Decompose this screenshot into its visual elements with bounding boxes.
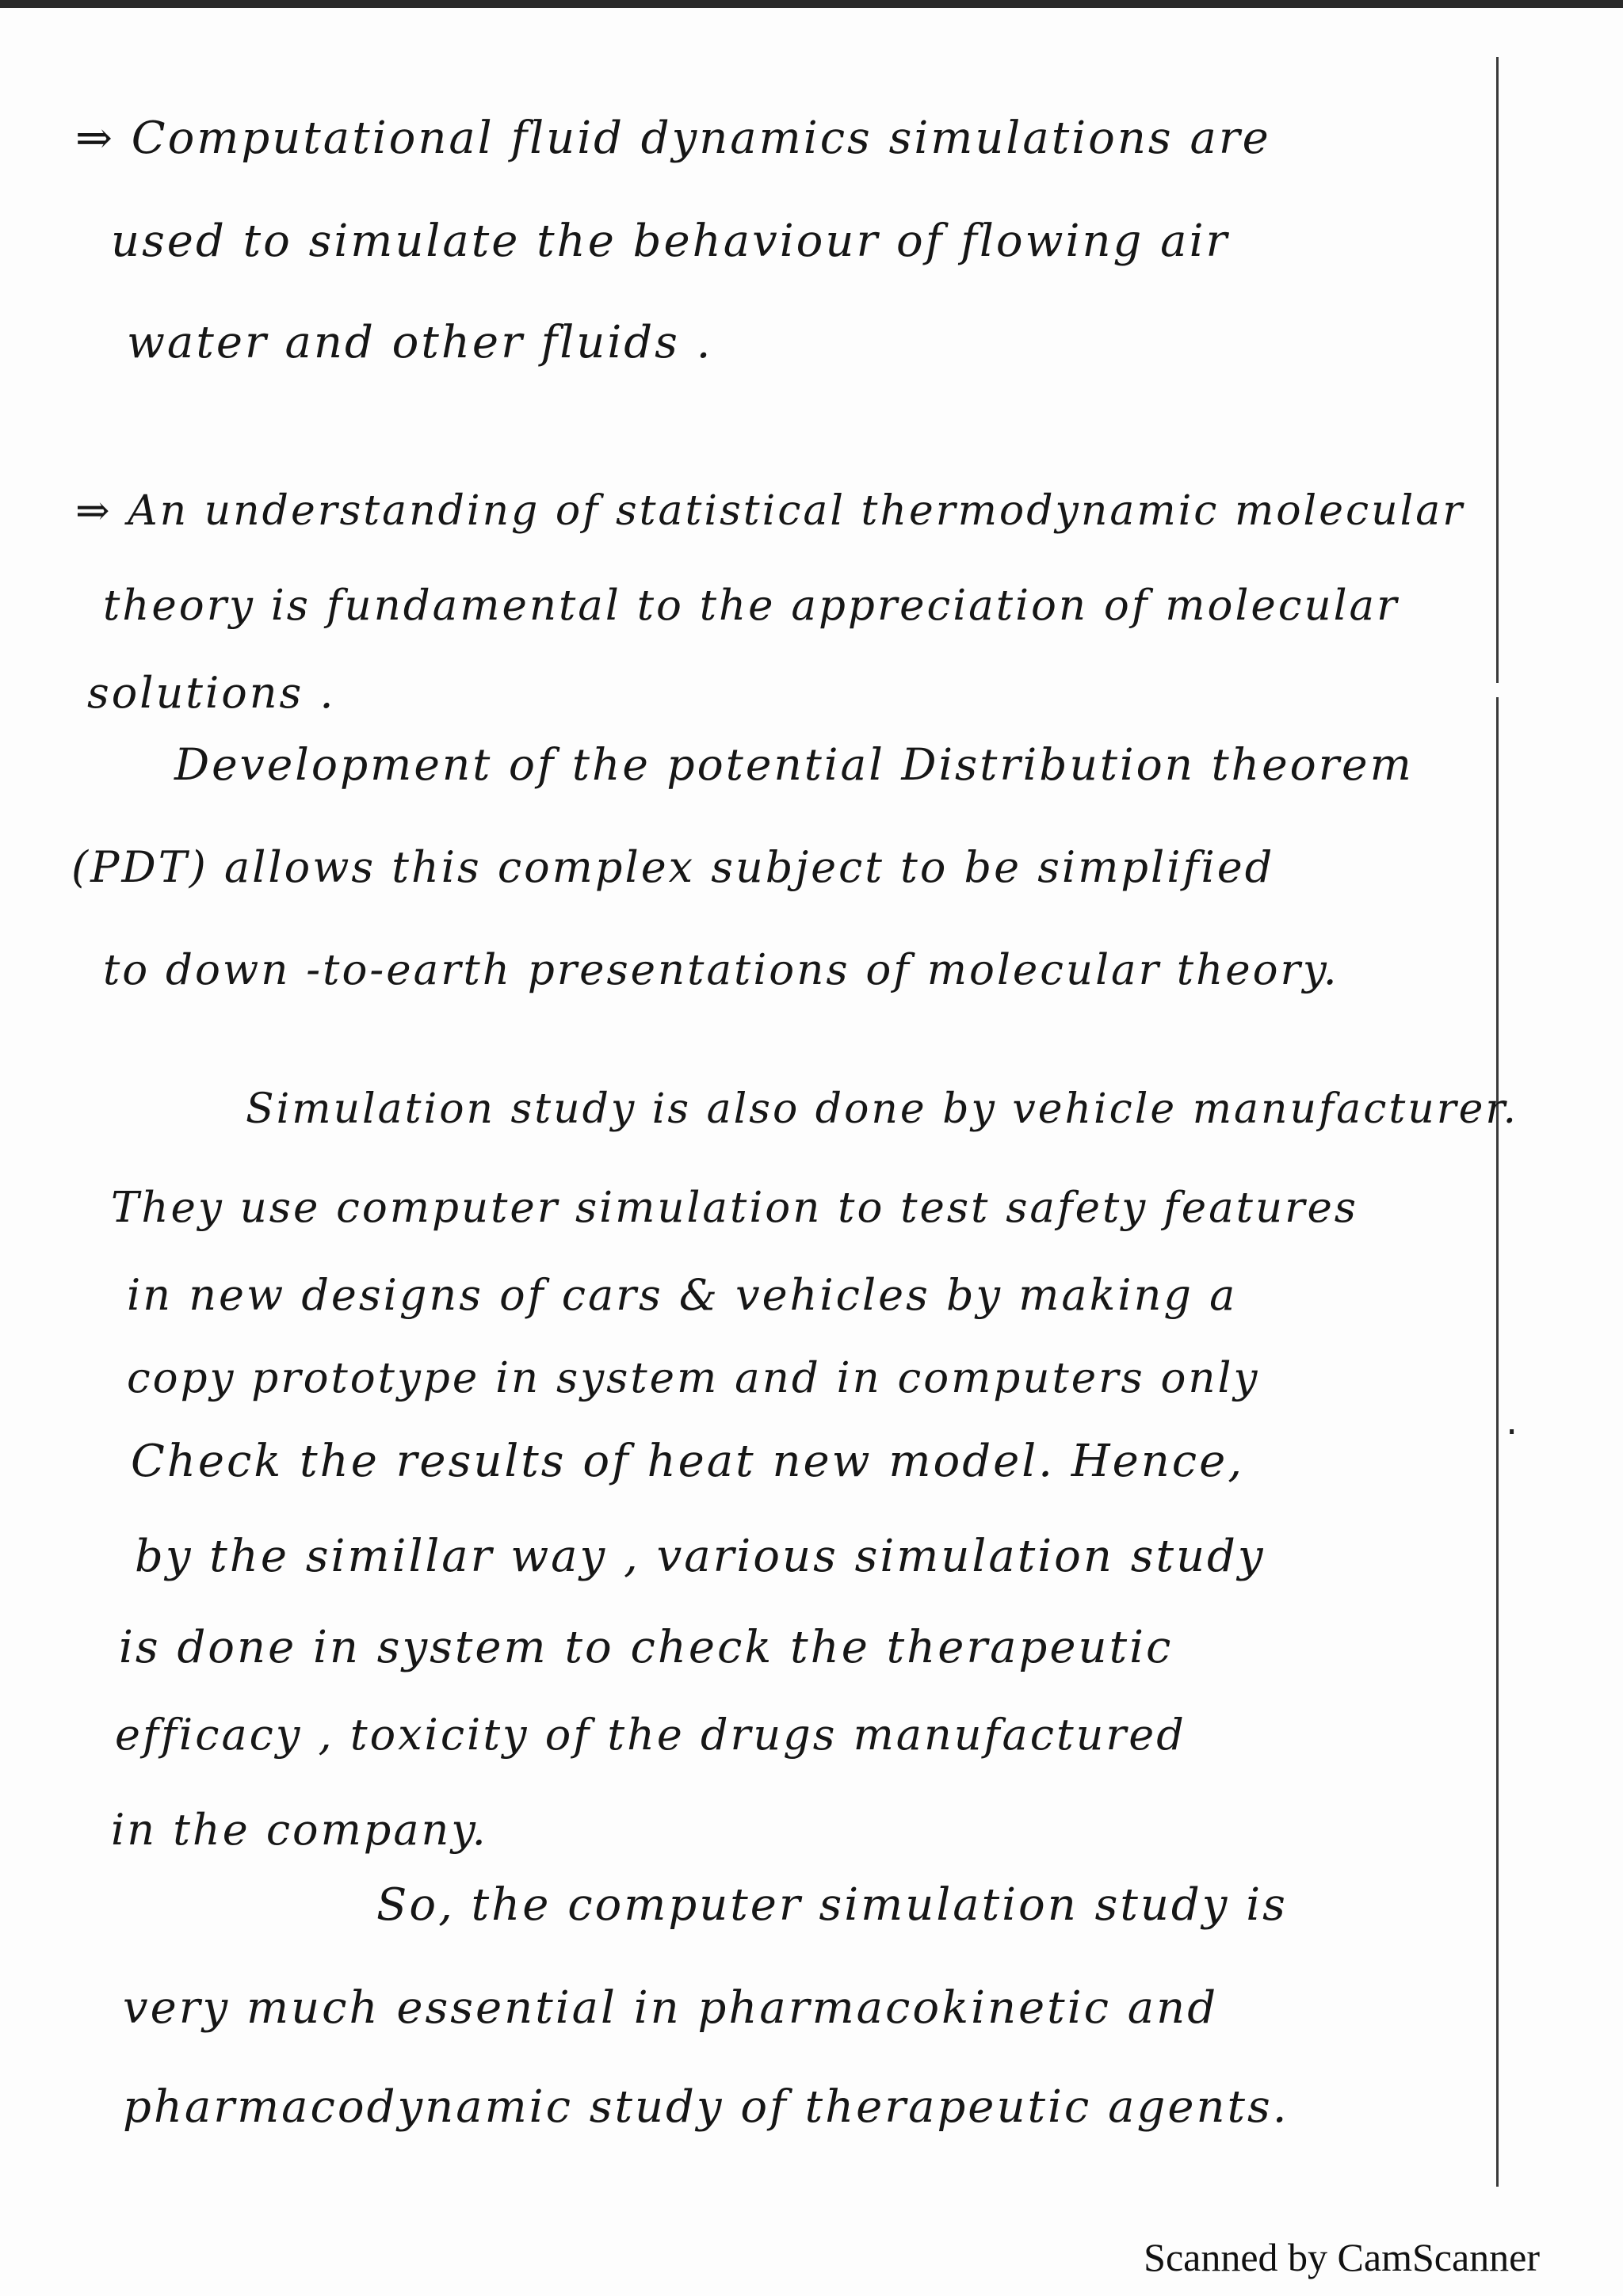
text-line: copy prototype in system and in computers only [127, 1354, 1260, 1402]
text-line: used to simulate the behaviour of flowing air [111, 215, 1230, 267]
text-line: Check the results of heat new model. Hence, [131, 1436, 1245, 1487]
text-line: in the company. [111, 1805, 488, 1855]
text-line: efficacy , toxicity of the drugs manufactured [115, 1710, 1186, 1760]
text-line: by the simillar way , various simulation study [135, 1531, 1266, 1582]
scanner-watermark: Scanned by CamScanner [1144, 2235, 1540, 2279]
margin-mark: · [1506, 1410, 1518, 1455]
text-line: pharmacodynamic study of therapeutic agents. [123, 2081, 1289, 2133]
text-line: Simulation study is also done by vehicle manufacturer. [246, 1085, 1519, 1133]
text-line: to down -to-earth presentations of molecular theory. [103, 946, 1339, 994]
text-line: water and other fluids . [127, 317, 713, 368]
text-line: ⇒ An understanding of statistical thermodynamic molecular [75, 487, 1465, 535]
text-line: in new designs of cars & vehicles by making a [127, 1270, 1238, 1320]
text-line: (PDT) allows this complex subject to be simplified [71, 842, 1275, 892]
text-line: They use computer simulation to test safety features [111, 1184, 1359, 1232]
text-line: is done in system to check the therapeutic [119, 1622, 1174, 1673]
text-line: Development of the potential Distribution theorem [174, 739, 1414, 790]
text-line: very much essential in pharmacokinetic and [123, 1982, 1219, 2034]
text-line: theory is fundamental to the appreciation of molecular [103, 582, 1400, 630]
text-line: So, the computer simulation study is [376, 1879, 1288, 1931]
text-line: solutions . [87, 668, 336, 718]
text-line: ⇒ Computational fluid dynamics simulations are [75, 113, 1271, 164]
